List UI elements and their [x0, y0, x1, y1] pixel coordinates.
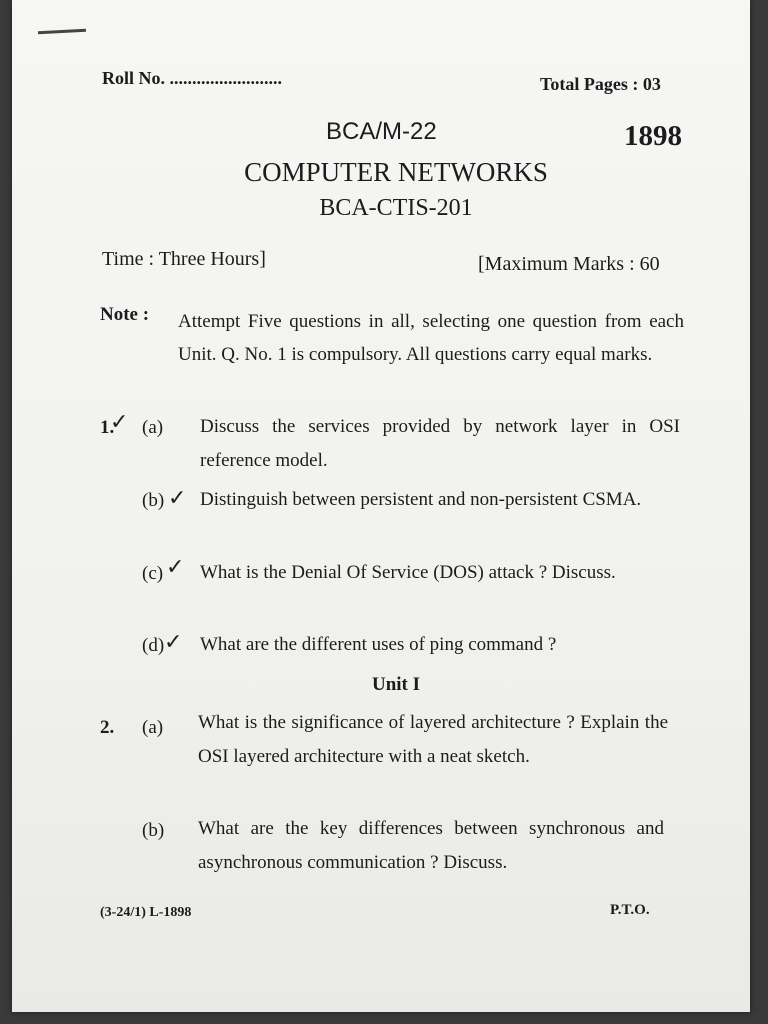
maximum-marks: [Maximum Marks : 60 [478, 253, 660, 275]
paper-code: BCA/M-22 [326, 118, 437, 145]
question-number-2: 2. [100, 717, 115, 738]
tick-mark: ✓ [166, 555, 185, 580]
paper-number: 1898 [624, 120, 682, 152]
question-2b-label: (b) [142, 820, 165, 841]
tick-mark: ✓ [110, 410, 129, 435]
question-2b-text: What are the key differences between synchronous and asynchronous communication ? Discuss. [198, 818, 664, 873]
subject-code: BCA-CTIS-201 [319, 195, 473, 221]
question-1b-label: (b) [142, 490, 165, 511]
question-1d-label: (d) [142, 635, 165, 656]
paper-title: COMPUTER NETWORKS [244, 157, 548, 187]
question-1c-label: (c) [142, 563, 164, 584]
question-1c-text: What is the Denial Of Service (DOS) attack ? Discuss. [200, 562, 616, 583]
footer-code: (3-24/1) L-1898 [100, 905, 192, 920]
roll-number-field: Roll No. ......................... [102, 68, 282, 88]
tick-mark: ✓ [168, 486, 187, 511]
question-2a-label: (a) [142, 717, 164, 738]
tick-mark: ✓ [164, 630, 183, 655]
note-label: Note : [100, 304, 150, 325]
question-1a-label: (a) [142, 417, 164, 438]
question-1d-text: What are the different uses of ping command ? [200, 634, 557, 655]
question-2a-text: What is the significance of layered architecture ? Explain the OSI layered architecture with a neat sketch. [198, 712, 668, 767]
total-pages: Total Pages : 03 [540, 74, 661, 94]
note-text: Attempt Five questions in all, selecting one question from each Unit. Q. No. 1 is compulsory. All questions carry equal marks. [178, 311, 684, 365]
question-number-1: 1. [100, 417, 115, 438]
footer-pto: P.T.O. [610, 902, 650, 918]
unit-heading: Unit I [371, 674, 421, 695]
exam-time: Time : Three Hours] [102, 248, 266, 270]
pen-mark [38, 29, 86, 35]
exam-paper [12, 0, 750, 1012]
question-1a-text: Discuss the services provided by network layer in OSI reference model. [200, 416, 680, 471]
question-1b-text: Distinguish between persistent and non-persistent CSMA. [200, 489, 642, 510]
